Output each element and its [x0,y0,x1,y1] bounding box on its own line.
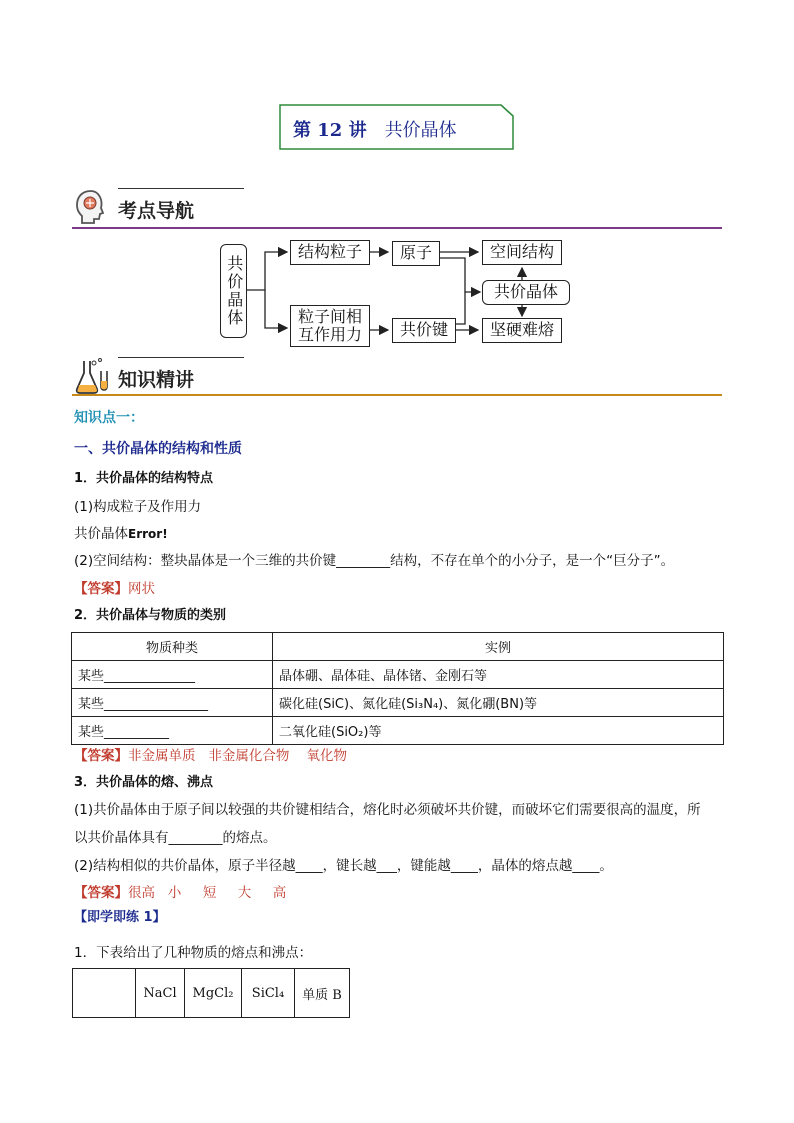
table-header-row [72,633,724,661]
paragraph: (1)构成粒子及作用力 [74,499,202,515]
category-table [71,632,724,745]
table-cell: 某些______________ [72,661,273,689]
table-cell: 晶体硼、晶体硅、晶体锗、金刚石等 [273,661,724,689]
heading-structure-features: 1．共价晶体的结构特点 [74,471,214,486]
answer: 【答案】很高 小 短 大 高 [74,885,287,901]
paragraph: (1)共价晶体由于原子间以较强的共价键相结合，熔化时必须破坏共价键，而破坏它们需要很高的温度，所 [74,802,701,818]
table-header-cell: 实例 [273,633,724,661]
answer: 【答案】网状 [74,581,155,597]
mind-map [0,0,794,360]
section-title-knowledge: 知识精讲 [118,369,195,391]
mindmap-covalent-bond: 共价键 [392,318,456,343]
table-header-cell: 物质种类 [72,633,273,661]
table-cell: 碳化硅(SiC)、氮化硅(Si₃N₄)、氮化硼(BN)等 [273,689,724,717]
table-header-cell: NaCl [136,969,185,1018]
section-title-guide: 考点导航 [118,200,195,222]
paragraph: (2)空间结构：整块晶体是一个三维的共价键________结构，不存在单个的小分子，是一个“巨分子”。 [74,553,675,569]
table-header-cell [73,969,136,1018]
mindmap-covalent-crystal: 共价晶体 [482,280,570,305]
mindmap-root: 共价晶体 [220,244,247,338]
section-header-knowledge [72,357,722,397]
mindmap-spatial-structure: 空间结构 [482,240,562,265]
heading-structure-properties: 一、共价晶体的结构和性质 [74,441,242,457]
mindmap-atom: 原子 [392,241,440,266]
table-cell: 某些________________ [72,689,273,717]
paragraph: 以共价晶体具有________的熔点。 [74,830,277,846]
lab-flask-icon [74,357,114,395]
lesson-number: 第 12 讲 [293,120,367,141]
mindmap-structure-particles: 结构粒子 [290,240,370,265]
table-cell: 某些__________ [72,717,273,745]
table-header-cell: SiCl₄ [242,969,295,1018]
answer: 【答案】非金属单质 非金属化合物 氧化物 [74,748,348,764]
table-header-row [73,969,350,1018]
heading-crystal-categories: 2．共价晶体与物质的类别 [74,608,227,623]
heading-melting-points: 3．共价晶体的熔、沸点 [74,775,214,790]
practice-label: 【即学即练 1】 [74,910,166,925]
section-divider [72,394,722,396]
knowledge-point-label: 知识点一： [74,410,144,426]
mindmap-interaction: 粒子间相互作用力 [290,305,370,347]
table-header-cell: MgCl₂ [185,969,242,1018]
mindmap-hard-melt: 坚硬难熔 [482,318,562,343]
table-row [72,717,724,745]
table-cell: 二氧化硅(SiO₂)等 [273,717,724,745]
table-row [72,661,724,689]
page-title: 共价晶体 [384,120,457,141]
table-header-cell: 单质 B [295,969,350,1018]
melting-point-table [72,968,350,1018]
paragraph: 共价晶体Error! [74,526,168,542]
paragraph: (2)结构相似的共价晶体，原子半径越____，键长越___，键能越____，晶体的熔点越____。 [74,858,613,874]
table-row [72,689,724,717]
question: 1．下表给出了几种物质的熔点和沸点： [74,945,313,961]
mind-map-connectors [0,0,794,360]
